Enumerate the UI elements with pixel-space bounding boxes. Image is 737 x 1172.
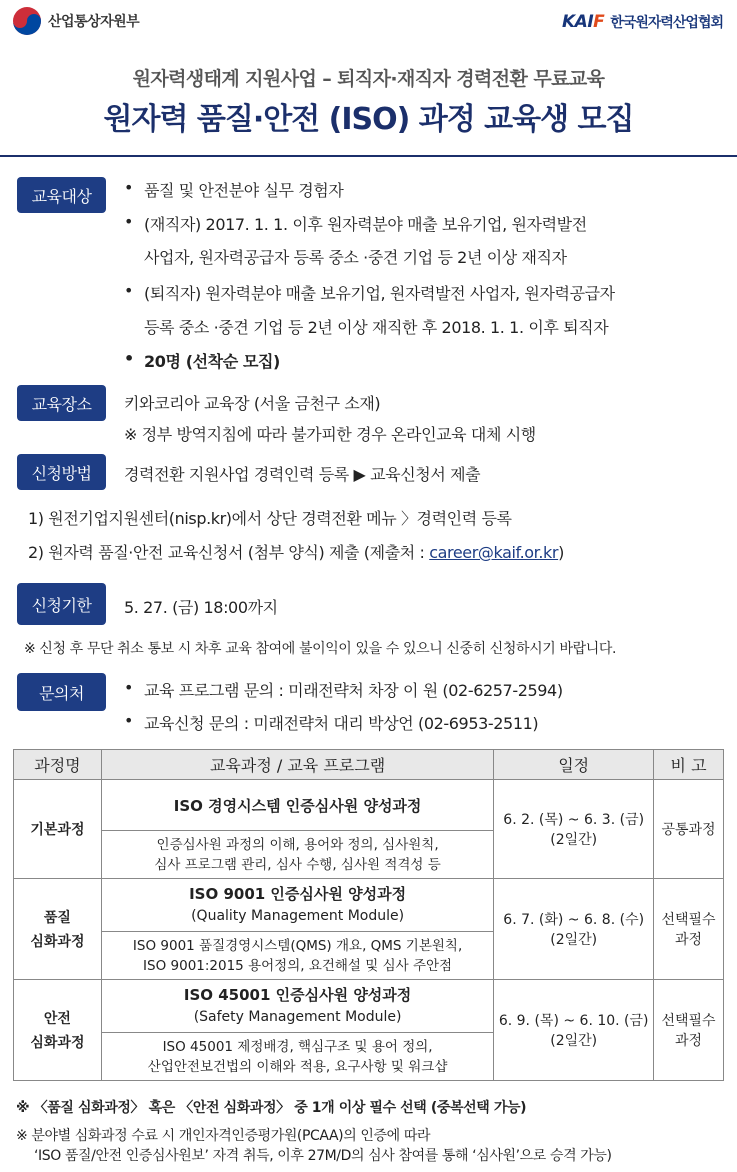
apply-label-badge: 신청방법 (17, 454, 106, 490)
place-line: 키와코리아 교육장 (서울 금천구 소재) (124, 394, 381, 413)
table-header-row (14, 750, 724, 780)
bullet: • (124, 349, 135, 368)
table-header-cell: 비 고 (654, 750, 724, 780)
taegeuk-logo-icon (12, 6, 42, 36)
contact-line: 교육신청 문의 : 미래전략처 대리 박상언 (02-6953-2511) (144, 714, 539, 733)
contact-line: 교육 프로그램 문의 : 미래전략처 차장 이 원 (02-6257-2594) (144, 681, 563, 700)
kaif-name: 한국원자력산업협회 (610, 15, 723, 31)
ministry-name: 산업통상자원부 (48, 14, 140, 30)
kaif-logo: KAIF (562, 12, 605, 32)
target-line: 품질 및 안전분야 실무 경험자 (144, 181, 344, 200)
course-desc-cell: 인증심사원 과정의 이해, 용어와 정의, 심사원칙, 심사 프로그램 관리, 심사 수행, 심사원 적격성 등 (101, 831, 493, 879)
course-desc-cell: ISO 45001 제정배경, 핵심구조 및 용어 정의, 산업안전보건법의 이해와 적용, 요구사항 및 워크샵 (101, 1033, 493, 1081)
course-note-cell: 선택필수 과정 (654, 879, 724, 980)
target-line: 등록 중소 ·중견 기업 등 2년 이상 재직한 후 2018. 1. 1. 이후 퇴직자 (144, 318, 609, 337)
course-name-cell: 기본과정 (14, 780, 102, 879)
table-header-cell: 과정명 (14, 750, 102, 780)
place-label-badge: 교육장소 (17, 385, 106, 421)
target-label-badge: 교육대상 (17, 177, 106, 213)
course-title-cell: ISO 45001 인증심사원 양성과정 (Safety Management Module) (101, 980, 493, 1033)
footer-note-pcaa-cont: ‘ISO 품질/안전 인증심사원보’ 자격 취득, 이후 27M/D의 심사 참여를 통해 ‘심사원’으로 승격 가능) (34, 1148, 612, 1164)
page-title: 원자력 품질·안전 (ISO) 과정 교육생 모집 (103, 102, 634, 137)
contact-label-badge: 문의처 (17, 673, 106, 711)
footer-note-required: ※ 〈품질 심화과정〉 혹은 〈안전 심화과정〉 중 1개 이상 필수 선택 (중복선택 가능) (16, 1100, 527, 1116)
course-name-cell: 품질 심화과정 (14, 879, 102, 980)
ministry-brand (12, 6, 139, 36)
course-date-cell: 6. 7. (화) ~ 6. 8. (수) (2일간) (494, 879, 654, 980)
bullet: • (124, 678, 134, 697)
target-line: 20명 (선착순 모집) (144, 352, 280, 371)
bullet: • (124, 711, 134, 730)
bullet: • (124, 178, 134, 197)
course-title-cell: ISO 9001 인증심사원 양성과정 (Quality Management Module) (101, 879, 493, 932)
place-note: ※ 정부 방역지침에 따라 불가피한 경우 온라인교육 대체 시행 (124, 425, 536, 444)
deadline-notice: ※ 신청 후 무단 취소 통보 시 차후 교육 참여에 불이익이 있을 수 있으니 신중히 신청하시기 바랍니다. (24, 641, 617, 657)
bullet: • (124, 281, 134, 300)
email-link[interactable]: career@kaif.or.kr (429, 543, 559, 562)
course-desc-cell: ISO 9001 품질경영시스템(QMS) 개요, QMS 기본원칙, ISO 9001:2015 용어정의, 요건해설 및 심사 주안점 (101, 932, 493, 980)
deadline-label-badge: 신청기한 (17, 583, 106, 625)
target-line: 사업자, 원자력공급자 등록 중소 ·중견 기업 등 2년 이상 재직자 (144, 248, 567, 267)
table-header-cell: 일정 (494, 750, 654, 780)
table-row (14, 879, 724, 932)
course-note-cell: 공통과정 (654, 780, 724, 879)
target-line: (재직자) 2017. 1. 1. 이후 원자력분야 매출 보유기업, 원자력발전 (144, 215, 587, 234)
deadline-value: 5. 27. (금) 18:00까지 (124, 598, 278, 617)
table-header-cell: 교육과정 / 교육 프로그램 (101, 750, 493, 780)
title-divider (0, 155, 737, 157)
table-row (14, 980, 724, 1033)
target-line: (퇴직자) 원자력분야 매출 보유기업, 원자력발전 사업자, 원자력공급자 (144, 284, 615, 303)
course-date-cell: 6. 2. (목) ~ 6. 3. (금) (2일간) (494, 780, 654, 879)
course-note-cell: 선택필수 과정 (654, 980, 724, 1081)
apply-line: 경력전환 지원사업 경력인력 등록 ▶ 교육신청서 제출 (124, 465, 481, 484)
bullet: • (124, 212, 134, 231)
course-name-cell: 안전 심화과정 (14, 980, 102, 1081)
page-subtitle: 원자력생태계 지원사업 – 퇴직자·재직자 경력전환 무료교육 (132, 68, 605, 90)
course-table (13, 749, 724, 1081)
course-date-cell: 6. 9. (목) ~ 6. 10. (금) (2일간) (494, 980, 654, 1081)
table-row (14, 780, 724, 831)
top-bar (0, 0, 737, 44)
kaif-brand (562, 12, 723, 32)
footer-note-pcaa: ※ 분야별 심화과정 수료 시 개인자격인증평가원(PCAA)의 인증에 따라 (16, 1128, 431, 1144)
course-title-cell: ISO 경영시스템 인증심사원 양성과정 (101, 780, 493, 831)
apply-step-2: 2) 원자력 품질·안전 교육신청서 (첨부 양식) 제출 (제출처 : career@kaif.or.kr) (28, 543, 564, 562)
apply-step-1: 1) 원전기업지원센터(nisp.kr)에서 상단 경력전환 메뉴 〉경력인력 등록 (28, 509, 512, 528)
